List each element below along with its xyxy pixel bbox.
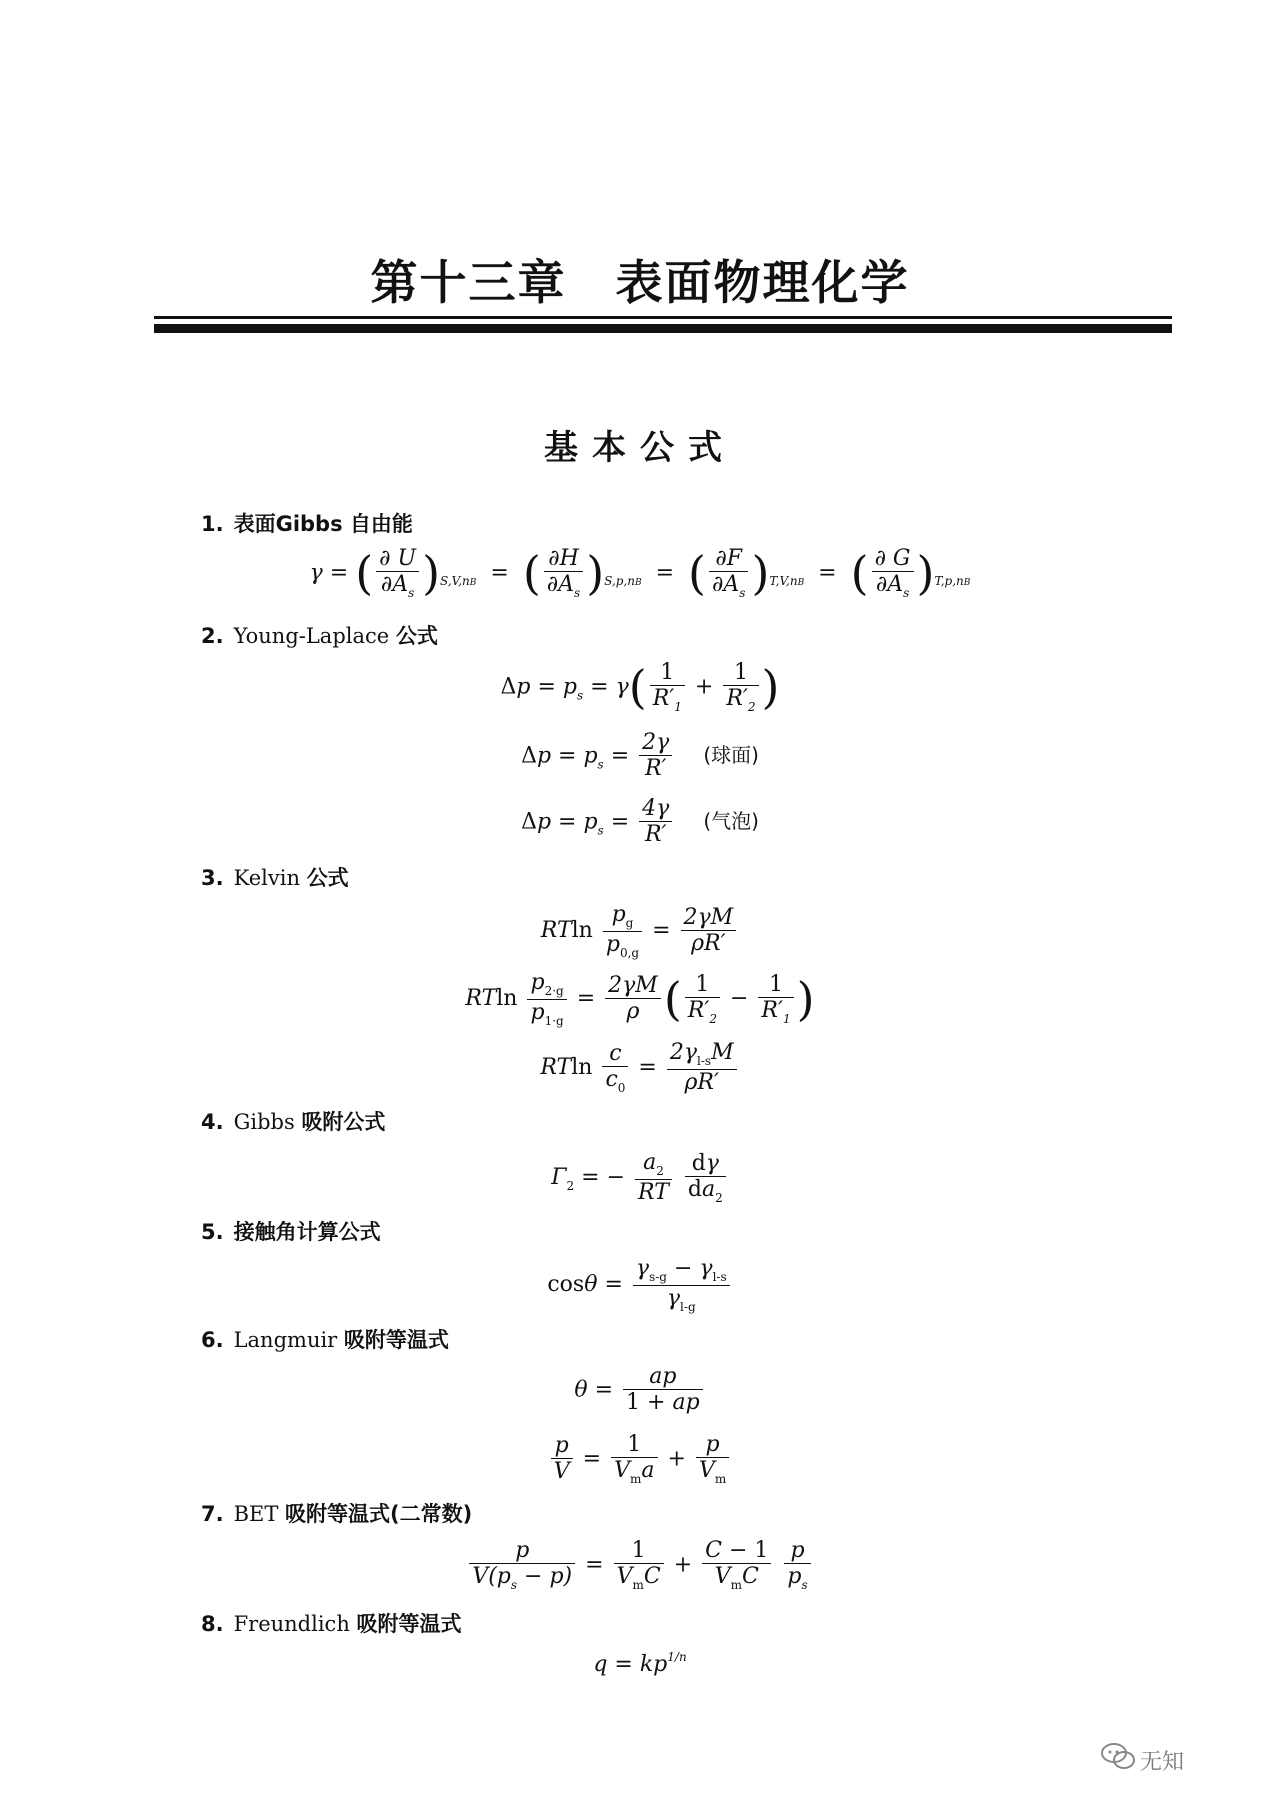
item-heading-1: 1. 表面Gibbs 自由能 — [201, 512, 413, 536]
equation-young-laplace-sphere: $\Delta p = p_s$ = $\frac{2\gamma}{R'}$ (球面) — [521, 730, 759, 782]
chat-bubble-icon — [1100, 1740, 1136, 1772]
equation-kelvin-3: RTln $\frac{c}{c_0}$ = $\frac{2\gamma_{l-s}M}{\rho R'}$ — [0, 1040, 1280, 1096]
note-bubble: (气泡) — [703, 809, 759, 834]
equation-kelvin-2: RTln $\frac{p_{2\cdot g}}{p_{1\cdot g}}$ = $\frac{2\gamma M}{\rho}$ ( $\frac{1}{R'_2}$ − $\frac{1}{R'_1}$ ) — [465, 970, 815, 1028]
equation-kelvin-1: RTln $\frac{p_g}{p_{0,g}}$ = $\frac{2\gamma M}{\rho R'}$ — [0, 902, 1280, 960]
item-heading-6: 6. Langmuir 吸附等温式 — [201, 1328, 449, 1352]
section-title: 基本公式 — [544, 428, 736, 468]
equation-langmuir-2: $\frac{p}{V}$ = $\frac{1}{V_ma}$ + $\frac{p}{V_m}$ — [0, 1432, 1280, 1487]
equation-bet: $\frac{p}{V(p_s - p)}$ = $\frac{1}{V_mC}$ + $\frac{C - 1}{V_mC}$ $\frac{p}{p_s}$ — [0, 1538, 1280, 1593]
title-rule-thick — [154, 324, 1172, 333]
equation-young-laplace-bubble: $\Delta p = p_s$ = $\frac{4\gamma}{R'}$ (气泡) — [521, 796, 759, 848]
item-heading-5: 5. 接触角计算公式 — [201, 1220, 381, 1244]
item-heading-4: 4. Gibbs 吸附公式 — [201, 1110, 386, 1134]
equation-surface-gibbs: γ = ( $\frac{\partial U}{\partial A_s}$ )$_{S,V,nB}$ = ( $\frac{\partial H}{\partial A_s}$ )$_{S,p,nB}$ = ( $\frac{\partial F}{\partial A_s}$ )$_{T,V,nB}$ = ( $\frac{\partial G}{\partial A_s}$ )$_{T,p,nB}$ — [309, 546, 971, 601]
item-heading-2: 2. Young-Laplace 公式 — [201, 624, 438, 648]
title-rule-thin — [154, 316, 1172, 319]
equation-contact-angle: cosθ = $\frac{\gamma_{s-g} - \gamma_{l-s}}{\gamma_{l-g}}$ — [0, 1256, 1280, 1314]
chapter-title: 第十三章 表面物理化学 — [370, 256, 910, 311]
item-heading-3: 3. Kelvin 公式 — [201, 866, 349, 890]
watermark-text: 无知 — [1140, 1750, 1185, 1775]
equation-freundlich: $q = kp^{1/n}$ — [593, 1650, 687, 1677]
item-heading-8: 8. Freundlich 吸附等温式 — [201, 1612, 462, 1636]
equation-young-laplace-general: $\Delta p = p_s = \gamma$( $\frac{1}{R'_1}$ + $\frac{1}{R'_2}$ ) — [500, 660, 780, 715]
equation-langmuir-1: θ = $\frac{ap}{1 + ap}$ — [0, 1364, 1280, 1417]
item-heading-7: 7. BET 吸附等温式(二常数) — [201, 1502, 473, 1526]
equation-gibbs-adsorption: $\Gamma_2$ = − $\frac{a_2}{RT}$ $\frac{d\gamma}{da_2}$ — [0, 1150, 1280, 1206]
note-sphere: (球面) — [703, 743, 759, 768]
